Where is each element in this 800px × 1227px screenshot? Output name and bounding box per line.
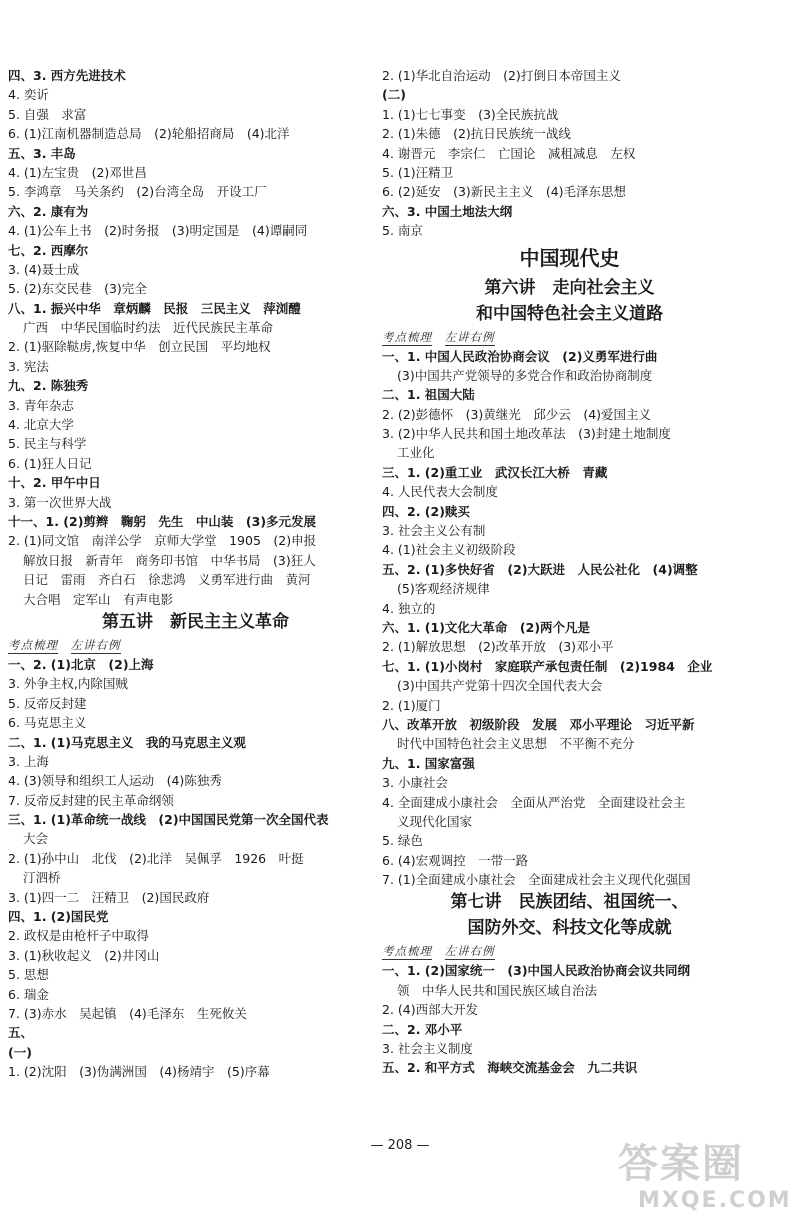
answer-line: 九、2. 陈独秀 [8, 378, 89, 394]
answer-line: 三、1. (1)革命统一战线 (2)中国国民党第一次全国代表 [8, 812, 329, 828]
answer-line: 3. 外争主权,内除国贼 [8, 676, 128, 692]
answer-line: 二、1. (1)马克思主义 我的马克思主义观 [8, 734, 246, 750]
answer-line: 七、1. (1)小岗村 家庭联产承包责任制 (2)1984 企业 [382, 658, 713, 674]
answer-line: 3. (1)秋收起义 (2)井冈山 [8, 947, 160, 963]
answer-line: (一) [8, 1044, 32, 1060]
answer-line: 二、2. 邓小平 [382, 1021, 463, 1037]
answer-line: 3. 社会主义公有制 [382, 523, 486, 539]
section-label [382, 941, 757, 961]
answer-line: 汀泗桥 [23, 870, 61, 886]
answer-line: 五、3. 丰岛 [8, 145, 76, 161]
answer-line: 5. 自强 求富 [8, 106, 87, 122]
answer-line: 五、2. (1)多快好省 (2)大跃进 人民公社化 (4)调整 [382, 561, 698, 577]
left-column [8, 66, 383, 1082]
answer-line: 2. (1)解放思想 (2)改革开放 (3)邓小平 [382, 639, 614, 655]
answer-line: 时代中国特色社会主义思想 不平衡不充分 [397, 736, 635, 752]
answer-line: 5. (2)东交民巷 (3)完全 [8, 281, 147, 297]
section-label-right: 左讲右例 [444, 944, 495, 959]
answer-line: 4. (1)左宝贵 (2)邓世昌 [8, 164, 147, 180]
answer-line: 五、 [8, 1025, 34, 1041]
right-column [382, 66, 757, 1078]
answer-line: 3. 小康社会 [382, 775, 448, 791]
lecture-title: 和中国特色社会主义道路 [476, 303, 663, 324]
answer-line: 2. 政权是由枪杆子中取得 [8, 928, 149, 944]
answer-line: 6. 马克思主义 [8, 715, 87, 731]
answer-line: 广西 中华民国临时约法 近代民族民主革命 [23, 320, 274, 336]
answer-line: 日记 雷雨 齐白石 徐悲鸿 义勇军进行曲 黄河 [23, 572, 311, 588]
answer-line: 4. 谢晋元 李宗仁 亡国论 减租减息 左权 [382, 145, 636, 161]
answer-line: 解放日报 新青年 商务印书馆 中华书局 (3)狂人 [23, 552, 316, 568]
answer-line: 八、改革开放 初级阶段 发展 邓小平理论 习近平新 [382, 716, 695, 732]
answer-line: 5. 思想 [8, 967, 49, 983]
answer-line: 四、1. (2)国民党 [8, 909, 109, 925]
answer-line: 2. (1)孙中山 北伐 (2)北洋 吴佩孚 1926 叶挺 [8, 850, 304, 866]
answer-line: 6. (4)宏观调控 一带一路 [382, 852, 529, 868]
answer-line: 5. 李鸿章 马关条约 (2)台湾全岛 开设工厂 [8, 184, 267, 200]
answer-line: 一、1. (2)国家统一 (3)中国人民政治协商会议共同纲 [382, 963, 691, 979]
answer-line: 3. (4)聂士成 [8, 261, 80, 277]
answer-line: 六、2. 康有为 [8, 203, 89, 219]
answer-line: 领 中华人民共和国民族区域自治法 [397, 982, 598, 998]
watermark-text: 答案圈 [618, 1141, 744, 1187]
answer-line: 三、1. (2)重工业 武汉长江大桥 青藏 [382, 464, 608, 480]
answer-line: 2. (4)西部大开发 [382, 1002, 479, 1018]
part-title: 中国现代史 [519, 245, 620, 270]
answer-line: 大会 [23, 831, 49, 847]
watermark-logo [618, 1140, 793, 1222]
answer-line: 6. 瑞金 [8, 986, 49, 1002]
answer-line: 八、1. 振兴中华 章炳麟 民报 三民主义 萍浏醴 [8, 300, 301, 316]
lecture-title: 第六讲 走向社会主义 [484, 277, 655, 298]
answer-line: 六、1. (1)文化大革命 (2)两个凡是 [382, 619, 591, 635]
answer-line: 5. 民主与科学 [8, 436, 87, 452]
section-label-left: 考点梳理 [8, 637, 58, 652]
page-number: — 208 — [370, 1138, 430, 1153]
section-label-right: 左讲右例 [70, 637, 121, 652]
answer-line: 4. (1)社会主义初级阶段 [382, 542, 516, 558]
answer-line: 5. 绿色 [382, 833, 423, 849]
answer-line: (二) [382, 87, 406, 103]
answer-line: 四、2. (2)赎买 [382, 503, 470, 519]
answer-line: 4. 奕䜣 [8, 87, 49, 103]
answer-line: 2. (1)华北自治运动 (2)打倒日本帝国主义 [382, 68, 621, 83]
answer-line: 大合唱 定军山 有声电影 [23, 591, 174, 607]
answer-line: 3. 社会主义制度 [382, 1041, 473, 1057]
answer-line: 4. 人民代表大会制度 [382, 484, 498, 500]
section-label-left: 考点梳理 [382, 944, 432, 959]
answer-line: 7. (3)赤水 吴起镇 (4)毛泽东 生死攸关 [8, 1005, 247, 1021]
answer-line: 2. (1)朱德 (2)抗日民族统一战线 [382, 126, 571, 142]
answer-line: 2. (1)驱除鞑虏,恢复中华 创立民国 平均地权 [8, 339, 271, 355]
section-label [8, 635, 383, 655]
answer-line: 4. (1)公车上书 (2)时务报 (3)明定国是 (4)谭嗣同 [8, 223, 308, 239]
watermark-url: MXQE.COM [638, 1188, 792, 1213]
answer-line: 六、3. 中国土地法大纲 [382, 203, 513, 219]
section-label [382, 327, 757, 347]
answer-line: 四、3. 西方先进技术 [8, 68, 126, 83]
answer-line: 3. 青年杂志 [8, 397, 74, 413]
answer-line: 3. 上海 [8, 753, 49, 769]
answer-line: 2. (2)彭德怀 (3)黄继光 邱少云 (4)爱国主义 [382, 406, 652, 422]
answer-line: 七、2. 西摩尔 [8, 242, 89, 258]
answer-line: 4. (3)领导和组织工人运动 (4)陈独秀 [8, 773, 222, 789]
answer-line: 十一、1. (2)剪辫 鞠躬 先生 中山装 (3)多元发展 [8, 513, 317, 529]
answer-line: 工业化 [397, 445, 435, 461]
answer-line: 1. (1)七七事变 (3)全民族抗战 [382, 106, 559, 122]
answer-line: (3)中国共产党第十四次全国代表大会 [397, 678, 603, 694]
answer-line: 4. 全面建成小康社会 全面从严治党 全面建设社会主 [382, 794, 686, 810]
lecture-title: 第五讲 新民主主义革命 [102, 611, 289, 632]
lecture-title: 国防外交、科技文化等成就 [467, 918, 672, 939]
answer-line: (3)中国共产党领导的多党合作和政治协商制度 [397, 367, 653, 383]
answer-line: 3. (1)四一二 汪精卫 (2)国民政府 [8, 889, 210, 905]
answer-line: 2. (1)厦门 [382, 697, 441, 713]
answer-line: 6. (1)狂人日记 [8, 455, 92, 471]
answer-line: 3. 第一次世界大战 [8, 494, 112, 510]
answer-line: 义现代化国家 [397, 813, 473, 829]
answer-line: 1. (2)沈阳 (3)伪满洲国 (4)杨靖宇 (5)序幕 [8, 1064, 270, 1080]
answer-line: 5. (1)汪精卫 [382, 164, 454, 180]
answer-line: 九、1. 国家富强 [382, 755, 475, 771]
answer-line: 3. 宪法 [8, 358, 49, 374]
answer-line: 5. 反帝反封建 [8, 695, 87, 711]
section-label-right: 左讲右例 [444, 329, 495, 344]
answer-line: 一、1. 中国人民政治协商会议 (2)义勇军进行曲 [382, 348, 658, 364]
answer-line: (5)客观经济规律 [397, 581, 490, 597]
answer-line: 6. (2)延安 (3)新民主主义 (4)毛泽东思想 [382, 184, 627, 200]
answer-line: 十、2. 甲午中日 [8, 475, 101, 491]
answer-line: 7. (1)全面建成小康社会 全面建成社会主义现代化强国 [382, 872, 691, 888]
answer-line: 五、2. 和平方式 海峡交流基金会 九二共识 [382, 1060, 638, 1076]
answer-line: 6. (1)江南机器制造总局 (2)轮船招商局 (4)北洋 [8, 126, 290, 142]
answer-line: 5. 南京 [382, 223, 423, 239]
answer-line: 一、2. (1)北京 (2)上海 [8, 656, 154, 672]
answer-line: 2. (1)同文馆 南洋公学 京师大学堂 1905 (2)申报 [8, 533, 317, 549]
section-label-left: 考点梳理 [382, 329, 432, 344]
answer-line: 7. 反帝反封建的民主革命纲领 [8, 792, 174, 808]
answer-line: 3. (2)中华人民共和国土地改革法 (3)封建土地制度 [382, 426, 671, 442]
lecture-title: 第七讲 民族团结、祖国统一、 [450, 892, 689, 913]
answer-line: 二、1. 祖国大陆 [382, 387, 475, 403]
answer-line: 4. 北京大学 [8, 417, 74, 433]
answer-line: 4. 独立的 [382, 600, 436, 616]
